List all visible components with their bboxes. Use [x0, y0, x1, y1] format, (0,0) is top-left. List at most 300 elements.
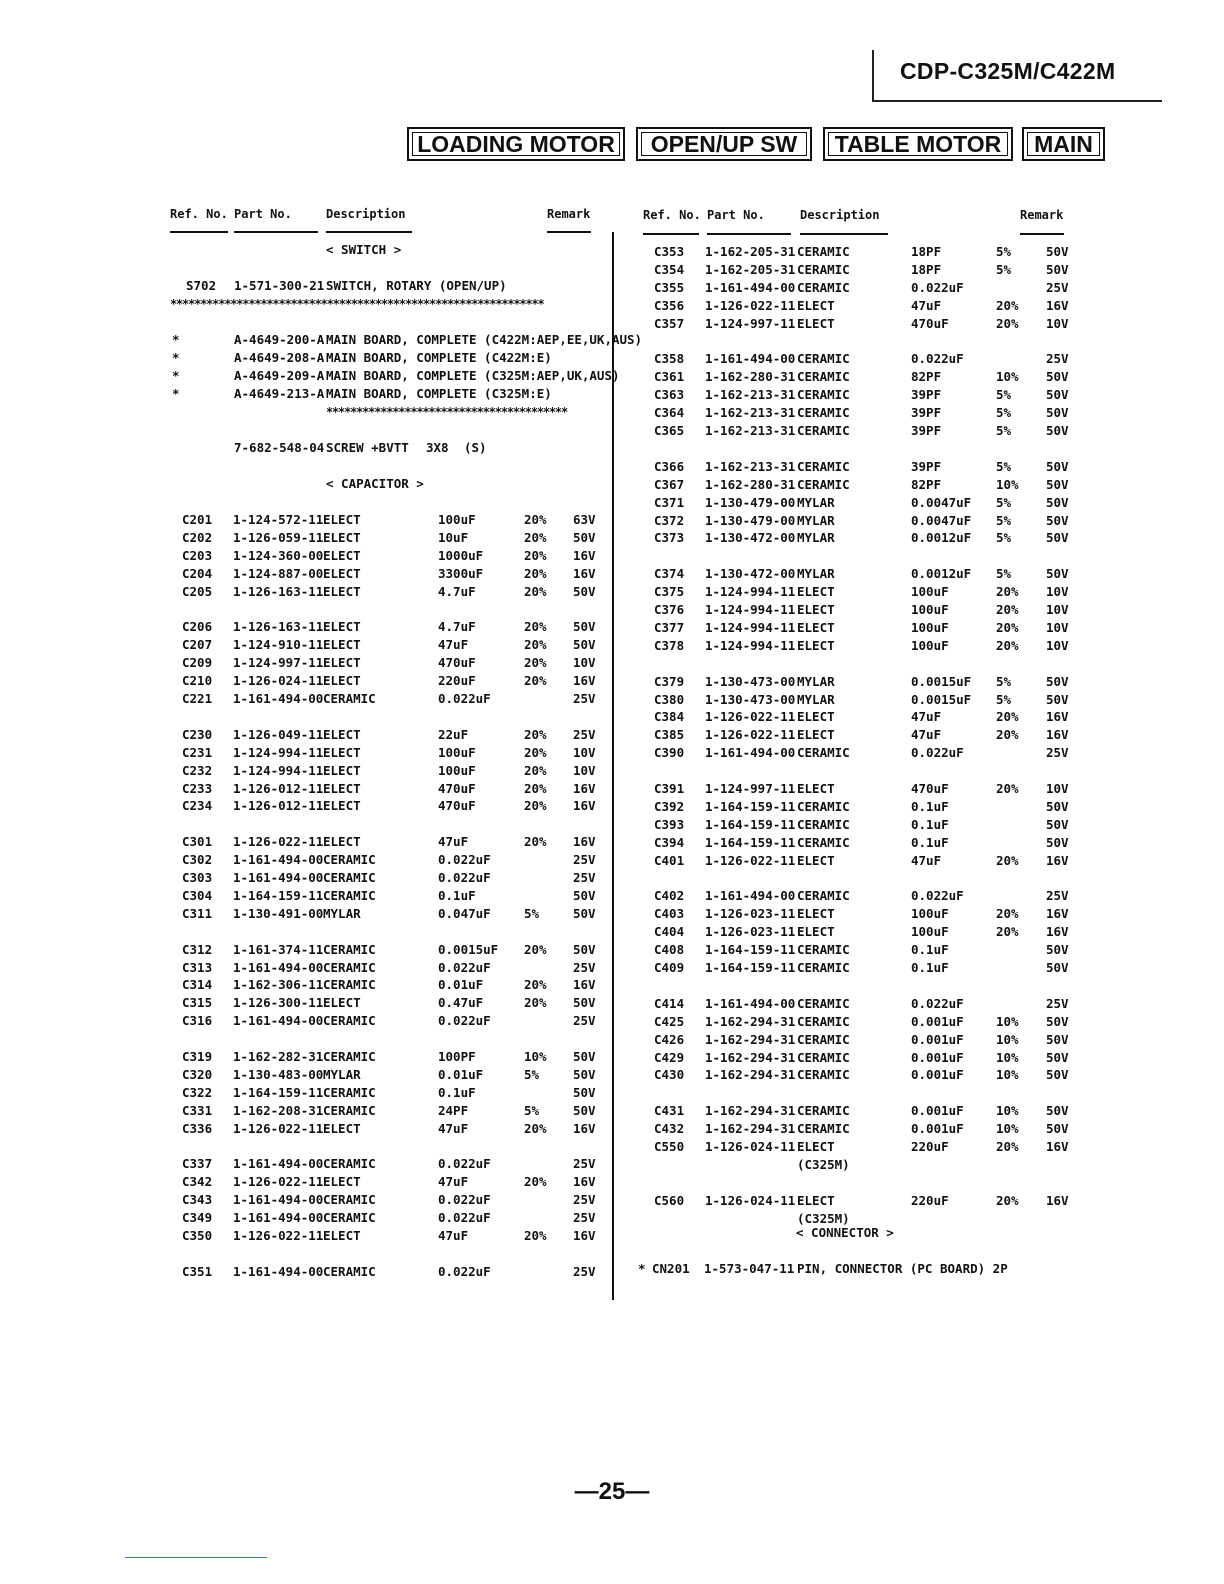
- description: ELECT: [797, 297, 835, 313]
- description: CERAMIC: [797, 369, 850, 385]
- ref-no: C320: [182, 1066, 213, 1082]
- header-underline: [643, 233, 699, 235]
- capacitor-row: [0, 906, 1224, 922]
- tab-loading-motor: LOADING MOTOR: [407, 127, 625, 161]
- description: ELECT: [323, 780, 361, 796]
- description: ELECT: [323, 1228, 361, 1243]
- ref-no: C363: [654, 387, 685, 403]
- description: ELECT: [323, 637, 361, 653]
- ref-no: C373: [654, 530, 685, 546]
- capacitor-row: [0, 942, 1224, 958]
- ref-no: C408: [654, 942, 685, 958]
- ref-no: C233: [182, 780, 213, 796]
- part-no: 1-161-494-00: [233, 870, 324, 885]
- capacitor-row: [0, 262, 1224, 278]
- ref-no: C403: [654, 906, 685, 922]
- tolerance: 20%: [996, 619, 1019, 635]
- part-no: 1-162-205-31: [705, 261, 796, 277]
- capacitor-row: [0, 763, 612, 779]
- voltage: 25V: [573, 1263, 596, 1279]
- part-no: 7-682-548-04: [234, 440, 325, 455]
- capacitor-row: [0, 977, 612, 993]
- ref-no: C367: [654, 476, 685, 492]
- voltage: 16V: [573, 1120, 596, 1136]
- part-no: 1-162-294-31: [705, 1103, 796, 1119]
- capacitance: 100uF: [438, 512, 476, 527]
- part-no: 1-162-208-31: [233, 1102, 324, 1118]
- capacitance: 0.022uF: [438, 959, 491, 975]
- description: CERAMIC: [797, 1067, 850, 1083]
- ref-no: C394: [654, 834, 685, 850]
- tolerance: 20%: [524, 529, 547, 545]
- voltage: 63V: [573, 512, 596, 527]
- voltage: 50V: [1046, 1067, 1069, 1083]
- part-no: 1-124-910-11: [233, 637, 324, 653]
- tolerance: 20%: [996, 602, 1019, 617]
- tolerance: 5%: [996, 673, 1012, 689]
- tolerance: 20%: [996, 727, 1019, 743]
- capacitance: 100uF: [911, 924, 949, 940]
- ref-no: C431: [654, 1103, 685, 1119]
- part-no: 1-162-294-31: [705, 1067, 796, 1083]
- description: CERAMIC: [797, 458, 850, 474]
- capacitor-row: [0, 817, 1224, 833]
- description: ELECT: [323, 798, 361, 814]
- tolerance: 20%: [996, 297, 1019, 313]
- capacitance: 18PF: [911, 261, 942, 277]
- description: CERAMIC: [323, 852, 376, 868]
- capacitor-row: [0, 1174, 612, 1190]
- capacitor-row: [0, 513, 1224, 529]
- description: CERAMIC: [323, 1192, 376, 1208]
- part-no: 1-124-360-00: [233, 547, 324, 563]
- part-no: 1-126-022-11: [705, 727, 796, 743]
- description: ELECT: [323, 583, 361, 599]
- capacitance: 470uF: [438, 780, 476, 796]
- part-no: 1-124-887-00: [233, 565, 324, 581]
- capacitor-row: [0, 459, 1224, 475]
- part-no: 1-130-479-00: [705, 494, 796, 510]
- ref-no: C312: [182, 941, 213, 957]
- description: ELECT: [323, 673, 361, 689]
- safety-mark: *: [172, 350, 180, 365]
- capacitor-row: [0, 1139, 1224, 1155]
- part-no: 1-164-159-11: [705, 816, 796, 832]
- tolerance: 20%: [524, 655, 547, 671]
- voltage: 25V: [573, 852, 596, 868]
- capacitor-row: [0, 280, 1224, 296]
- part-no: 1-161-494-00: [233, 691, 324, 706]
- tolerance: 20%: [524, 565, 547, 581]
- tolerance: 20%: [524, 834, 547, 850]
- left-header-ref: Ref. No.: [170, 207, 228, 221]
- capacitance: 0.022uF: [911, 279, 964, 295]
- capacitance: 0.022uF: [911, 351, 964, 367]
- part-no: 1-161-494-00: [233, 852, 324, 868]
- ref-no: C390: [654, 745, 685, 761]
- description: (C325M): [797, 1210, 850, 1226]
- tolerance: 10%: [996, 1103, 1019, 1119]
- description: CERAMIC: [797, 834, 850, 850]
- capacitance: 47uF: [438, 1174, 469, 1190]
- ref-no: C432: [654, 1121, 685, 1137]
- part-no: 1-126-024-11: [233, 673, 324, 689]
- tolerance: 20%: [996, 852, 1019, 868]
- capacitance: 100uF: [438, 762, 476, 778]
- capacitor-row: [0, 960, 1224, 976]
- capacitor-row: [0, 495, 1224, 511]
- left-header-remark: Remark: [547, 207, 591, 221]
- tolerance: 20%: [524, 1228, 547, 1243]
- capacitance: 0.022uF: [438, 1156, 491, 1172]
- capacitor-row: [0, 1103, 1224, 1119]
- part-no: 1-126-049-11: [233, 726, 324, 742]
- capacitance: 0.1uF: [911, 798, 949, 814]
- voltage: 25V: [573, 1210, 596, 1226]
- tolerance: 10%: [996, 1013, 1019, 1029]
- description: ELECT: [797, 906, 835, 922]
- ref-no: C350: [182, 1228, 213, 1243]
- description: MYLAR: [323, 905, 361, 921]
- tolerance: 20%: [524, 619, 547, 635]
- description: CERAMIC: [323, 691, 376, 706]
- description: ELECT: [797, 315, 835, 331]
- ref-no: C355: [654, 279, 685, 295]
- description: ELECT: [323, 834, 361, 850]
- screw-size: 3X8: [426, 440, 449, 455]
- capacitance: 470uF: [911, 781, 949, 796]
- description: ELECT: [797, 602, 835, 617]
- ref-no: C409: [654, 960, 685, 975]
- voltage: 16V: [573, 547, 596, 563]
- capacitance: 220uF: [911, 1192, 949, 1208]
- capacitor-row: [0, 369, 1224, 385]
- tolerance: 20%: [996, 709, 1019, 725]
- capacitance: 470uF: [438, 798, 476, 814]
- voltage: 25V: [1046, 745, 1069, 761]
- capacitance: 0.022uF: [438, 870, 491, 885]
- capacitor-row: [0, 692, 1224, 708]
- description: MYLAR: [797, 566, 835, 582]
- part-no: 1-124-994-11: [233, 744, 324, 760]
- description: ELECT: [323, 726, 361, 742]
- part-no: 1-162-205-31: [705, 244, 796, 259]
- capacitance: 47uF: [438, 1228, 469, 1243]
- tolerance: 5%: [996, 566, 1012, 582]
- ref-no: C349: [182, 1210, 213, 1226]
- decorative-line: [125, 1557, 267, 1558]
- ref-no: C221: [182, 691, 213, 706]
- ref-no: C231: [182, 744, 213, 760]
- voltage: 50V: [1046, 691, 1069, 707]
- voltage: 16V: [1046, 727, 1069, 743]
- capacitance: 0.022uF: [911, 995, 964, 1011]
- tolerance: 20%: [524, 744, 547, 760]
- description: CERAMIC: [797, 942, 850, 958]
- capacitor-row: [0, 602, 1224, 618]
- voltage: 10V: [1046, 315, 1069, 331]
- voltage: 50V: [573, 941, 596, 957]
- voltage: 50V: [1046, 942, 1069, 958]
- voltage: 50V: [573, 583, 596, 599]
- voltage: 50V: [1046, 512, 1069, 528]
- capacitance: 0.0047uF: [911, 512, 972, 528]
- description: CERAMIC: [323, 1263, 376, 1279]
- part-no: 1-130-483-00: [233, 1066, 324, 1082]
- capacitance: 0.022uF: [438, 1263, 491, 1279]
- capacitance: 47uF: [438, 637, 469, 653]
- ref-no: C357: [654, 315, 685, 331]
- model-title: CDP-C325M/C422M: [900, 58, 1116, 84]
- ref-no: C202: [182, 529, 213, 545]
- tolerance: 20%: [524, 673, 547, 689]
- tolerance: 20%: [524, 547, 547, 563]
- capacitance: 0.022uF: [438, 1013, 491, 1029]
- part-no: 1-126-163-11: [233, 583, 324, 599]
- part-no: 1-124-997-11: [705, 315, 796, 331]
- voltage: 10V: [573, 744, 596, 760]
- ref-no: C560: [654, 1192, 685, 1208]
- ref-no: C364: [654, 405, 685, 421]
- ref-no: C550: [654, 1139, 685, 1154]
- capacitance: 0.1uF: [911, 816, 949, 832]
- part-no: 1-126-012-11: [233, 780, 324, 796]
- voltage: 25V: [1046, 279, 1069, 295]
- tolerance: 5%: [996, 691, 1012, 707]
- description: ELECT: [323, 512, 361, 527]
- description: ELECT: [323, 547, 361, 563]
- tolerance: 5%: [524, 905, 540, 921]
- voltage: 50V: [1046, 530, 1069, 546]
- part-no: 1-162-282-31: [233, 1049, 324, 1064]
- capacitance: 0.001uF: [911, 1103, 964, 1119]
- part-no: 1-162-294-31: [705, 1121, 796, 1137]
- tolerance: 10%: [996, 1121, 1019, 1137]
- description: ELECT: [323, 744, 361, 760]
- voltage: 25V: [573, 1192, 596, 1208]
- capacitance: 39PF: [911, 423, 942, 438]
- voltage: 50V: [573, 887, 596, 903]
- tolerance: 5%: [996, 244, 1012, 259]
- voltage: 50V: [573, 1084, 596, 1100]
- part-no: 1-162-213-31: [705, 458, 796, 474]
- capacitance: 0.1uF: [438, 887, 476, 903]
- part-no: 1-124-994-11: [705, 602, 796, 617]
- separator-line: ****************************************: [326, 405, 567, 419]
- capacitance: 4.7uF: [438, 619, 476, 635]
- description: CERAMIC: [323, 1049, 376, 1064]
- description: CERAMIC: [797, 351, 850, 367]
- tolerance: 20%: [996, 906, 1019, 922]
- ref-no: C351: [182, 1263, 213, 1279]
- part-no: 1-162-294-31: [705, 1049, 796, 1065]
- separator-line: **************************************************************: [170, 297, 544, 311]
- tolerance: 20%: [524, 1174, 547, 1190]
- capacitor-row: [0, 781, 1224, 797]
- part-no: 1-126-023-11: [705, 924, 796, 940]
- description: CERAMIC: [797, 279, 850, 295]
- ref-no: C336: [182, 1120, 213, 1136]
- description: MAIN BOARD, COMPLETE (C325M:E): [326, 386, 552, 401]
- capacitance: 47uF: [911, 852, 942, 868]
- ref-no: C337: [182, 1156, 213, 1172]
- capacitor-row: [0, 620, 1224, 636]
- capacitance: 0.47uF: [438, 995, 484, 1011]
- description: CERAMIC: [323, 1210, 376, 1226]
- description: ELECT: [323, 565, 361, 581]
- voltage: 50V: [1046, 494, 1069, 510]
- ref-no: C201: [182, 512, 213, 527]
- description: ELECT: [323, 529, 361, 545]
- tolerance: 5%: [996, 494, 1012, 510]
- voltage: 50V: [1046, 244, 1069, 259]
- tab-main: MAIN: [1022, 127, 1105, 161]
- ref-no: C303: [182, 870, 213, 885]
- part-no: 1-126-024-11: [705, 1139, 796, 1154]
- ref-no: C371: [654, 494, 685, 510]
- tolerance: 20%: [524, 977, 547, 993]
- capacitor-row: [0, 835, 1224, 851]
- tolerance: 20%: [524, 583, 547, 599]
- part-no: 1-161-494-00: [705, 888, 796, 904]
- ref-no: C315: [182, 995, 213, 1011]
- capacitor-row: [0, 888, 1224, 904]
- capacitance: 39PF: [911, 458, 942, 474]
- capacitance: 100uF: [911, 637, 949, 653]
- capacitance: 0.022uF: [438, 691, 491, 706]
- description: SWITCH, ROTARY (OPEN/UP): [326, 278, 507, 293]
- part-no: 1-162-213-31: [705, 405, 796, 421]
- ref-no: C430: [654, 1067, 685, 1083]
- description: ELECT: [797, 1139, 835, 1154]
- ref-no: C376: [654, 602, 685, 617]
- description: SCREW +BVTT: [326, 440, 409, 455]
- voltage: 50V: [1046, 834, 1069, 850]
- voltage: 16V: [573, 798, 596, 814]
- part-no: 1-164-159-11: [705, 960, 796, 975]
- description: ELECT: [323, 619, 361, 635]
- description: ELECT: [797, 727, 835, 743]
- tolerance: 10%: [996, 369, 1019, 385]
- capacitor-row: [0, 655, 612, 671]
- description: CERAMIC: [797, 405, 850, 421]
- capacitance: 0.001uF: [911, 1121, 964, 1137]
- description: CERAMIC: [323, 1102, 376, 1118]
- ref-no: C425: [654, 1013, 685, 1029]
- ref-no: C377: [654, 619, 685, 635]
- ref-no: C361: [654, 369, 685, 385]
- capacitor-row: [0, 351, 1224, 367]
- description: CERAMIC: [797, 476, 850, 492]
- voltage: 25V: [573, 1156, 596, 1172]
- tolerance: 20%: [996, 1139, 1019, 1154]
- tolerance: 20%: [524, 798, 547, 814]
- ref-no: C372: [654, 512, 685, 528]
- description: CERAMIC: [797, 888, 850, 904]
- capacitor-row: [0, 244, 1224, 260]
- description: ELECT: [797, 781, 835, 796]
- capacitor-row: [0, 1014, 1224, 1030]
- capacitance: 10uF: [438, 529, 469, 545]
- capacitance: 82PF: [911, 476, 942, 492]
- switch-section-title: < SWITCH >: [326, 242, 402, 257]
- connector-section-title: < CONNECTOR >: [796, 1225, 894, 1240]
- voltage: 50V: [1046, 423, 1069, 438]
- capacitor-row: [0, 799, 1224, 815]
- capacitance: 0.047uF: [438, 905, 491, 921]
- description: CERAMIC: [797, 1049, 850, 1065]
- ref-no: C366: [654, 458, 685, 474]
- ref-no: C313: [182, 959, 213, 975]
- header-underline: [170, 231, 228, 233]
- capacitance: 0.0047uF: [911, 494, 972, 510]
- capacitance: 0.0012uF: [911, 566, 972, 582]
- voltage: 50V: [1046, 566, 1069, 582]
- ref-no: C232: [182, 762, 213, 778]
- description: CERAMIC: [797, 960, 850, 975]
- tolerance: 20%: [996, 584, 1019, 600]
- header-underline: [800, 233, 888, 235]
- description: CERAMIC: [323, 1156, 376, 1172]
- description: CERAMIC: [797, 1031, 850, 1047]
- description: CERAMIC: [797, 798, 850, 814]
- description: ELECT: [797, 584, 835, 600]
- capacitor-row: [0, 548, 612, 564]
- ref-no: C385: [654, 727, 685, 743]
- screw-row: [0, 440, 612, 456]
- voltage: 25V: [573, 959, 596, 975]
- capacitance: 39PF: [911, 405, 942, 421]
- voltage: 50V: [573, 1049, 596, 1064]
- ref-no: C331: [182, 1102, 213, 1118]
- part-no: 1-161-494-00: [233, 1192, 324, 1208]
- description: CERAMIC: [323, 870, 376, 885]
- capacitance: 0.022uF: [911, 888, 964, 904]
- capacitance: 22uF: [438, 726, 469, 742]
- header-underline: [326, 231, 412, 233]
- capacitance: 0.01uF: [438, 1066, 484, 1082]
- description: CERAMIC: [323, 959, 376, 975]
- voltage: 50V: [1046, 960, 1069, 975]
- capacitance: 0.0015uF: [911, 691, 972, 707]
- ref-no: C429: [654, 1049, 685, 1065]
- voltage: 50V: [1046, 387, 1069, 403]
- ref-no: C380: [654, 691, 685, 707]
- capacitance: 0.0015uF: [911, 673, 972, 689]
- capacitance: 0.022uF: [911, 745, 964, 761]
- part-no: A-4649-213-A: [234, 386, 325, 401]
- ref-no: C391: [654, 781, 685, 796]
- capacitance: 47uF: [438, 834, 469, 850]
- voltage: 16V: [1046, 852, 1069, 868]
- part-no: 1-126-163-11: [233, 619, 324, 635]
- part-no: 1-130-473-00: [705, 691, 796, 707]
- tolerance: 5%: [996, 387, 1012, 403]
- description: PIN, CONNECTOR (PC BOARD) 2P: [797, 1261, 1008, 1276]
- description: (C325M): [797, 1156, 850, 1172]
- description: ELECT: [323, 995, 361, 1011]
- part-no: 1-126-022-11: [233, 1120, 324, 1136]
- description: CERAMIC: [323, 977, 376, 993]
- voltage: 50V: [1046, 261, 1069, 277]
- capacitance: 0.022uF: [438, 852, 491, 868]
- voltage: 50V: [573, 995, 596, 1011]
- description: ELECT: [797, 637, 835, 653]
- tolerance: 20%: [524, 780, 547, 796]
- part-no: 1-126-022-11: [233, 1228, 324, 1243]
- capacitance: 470uF: [911, 315, 949, 331]
- capacitor-row: [0, 853, 1224, 869]
